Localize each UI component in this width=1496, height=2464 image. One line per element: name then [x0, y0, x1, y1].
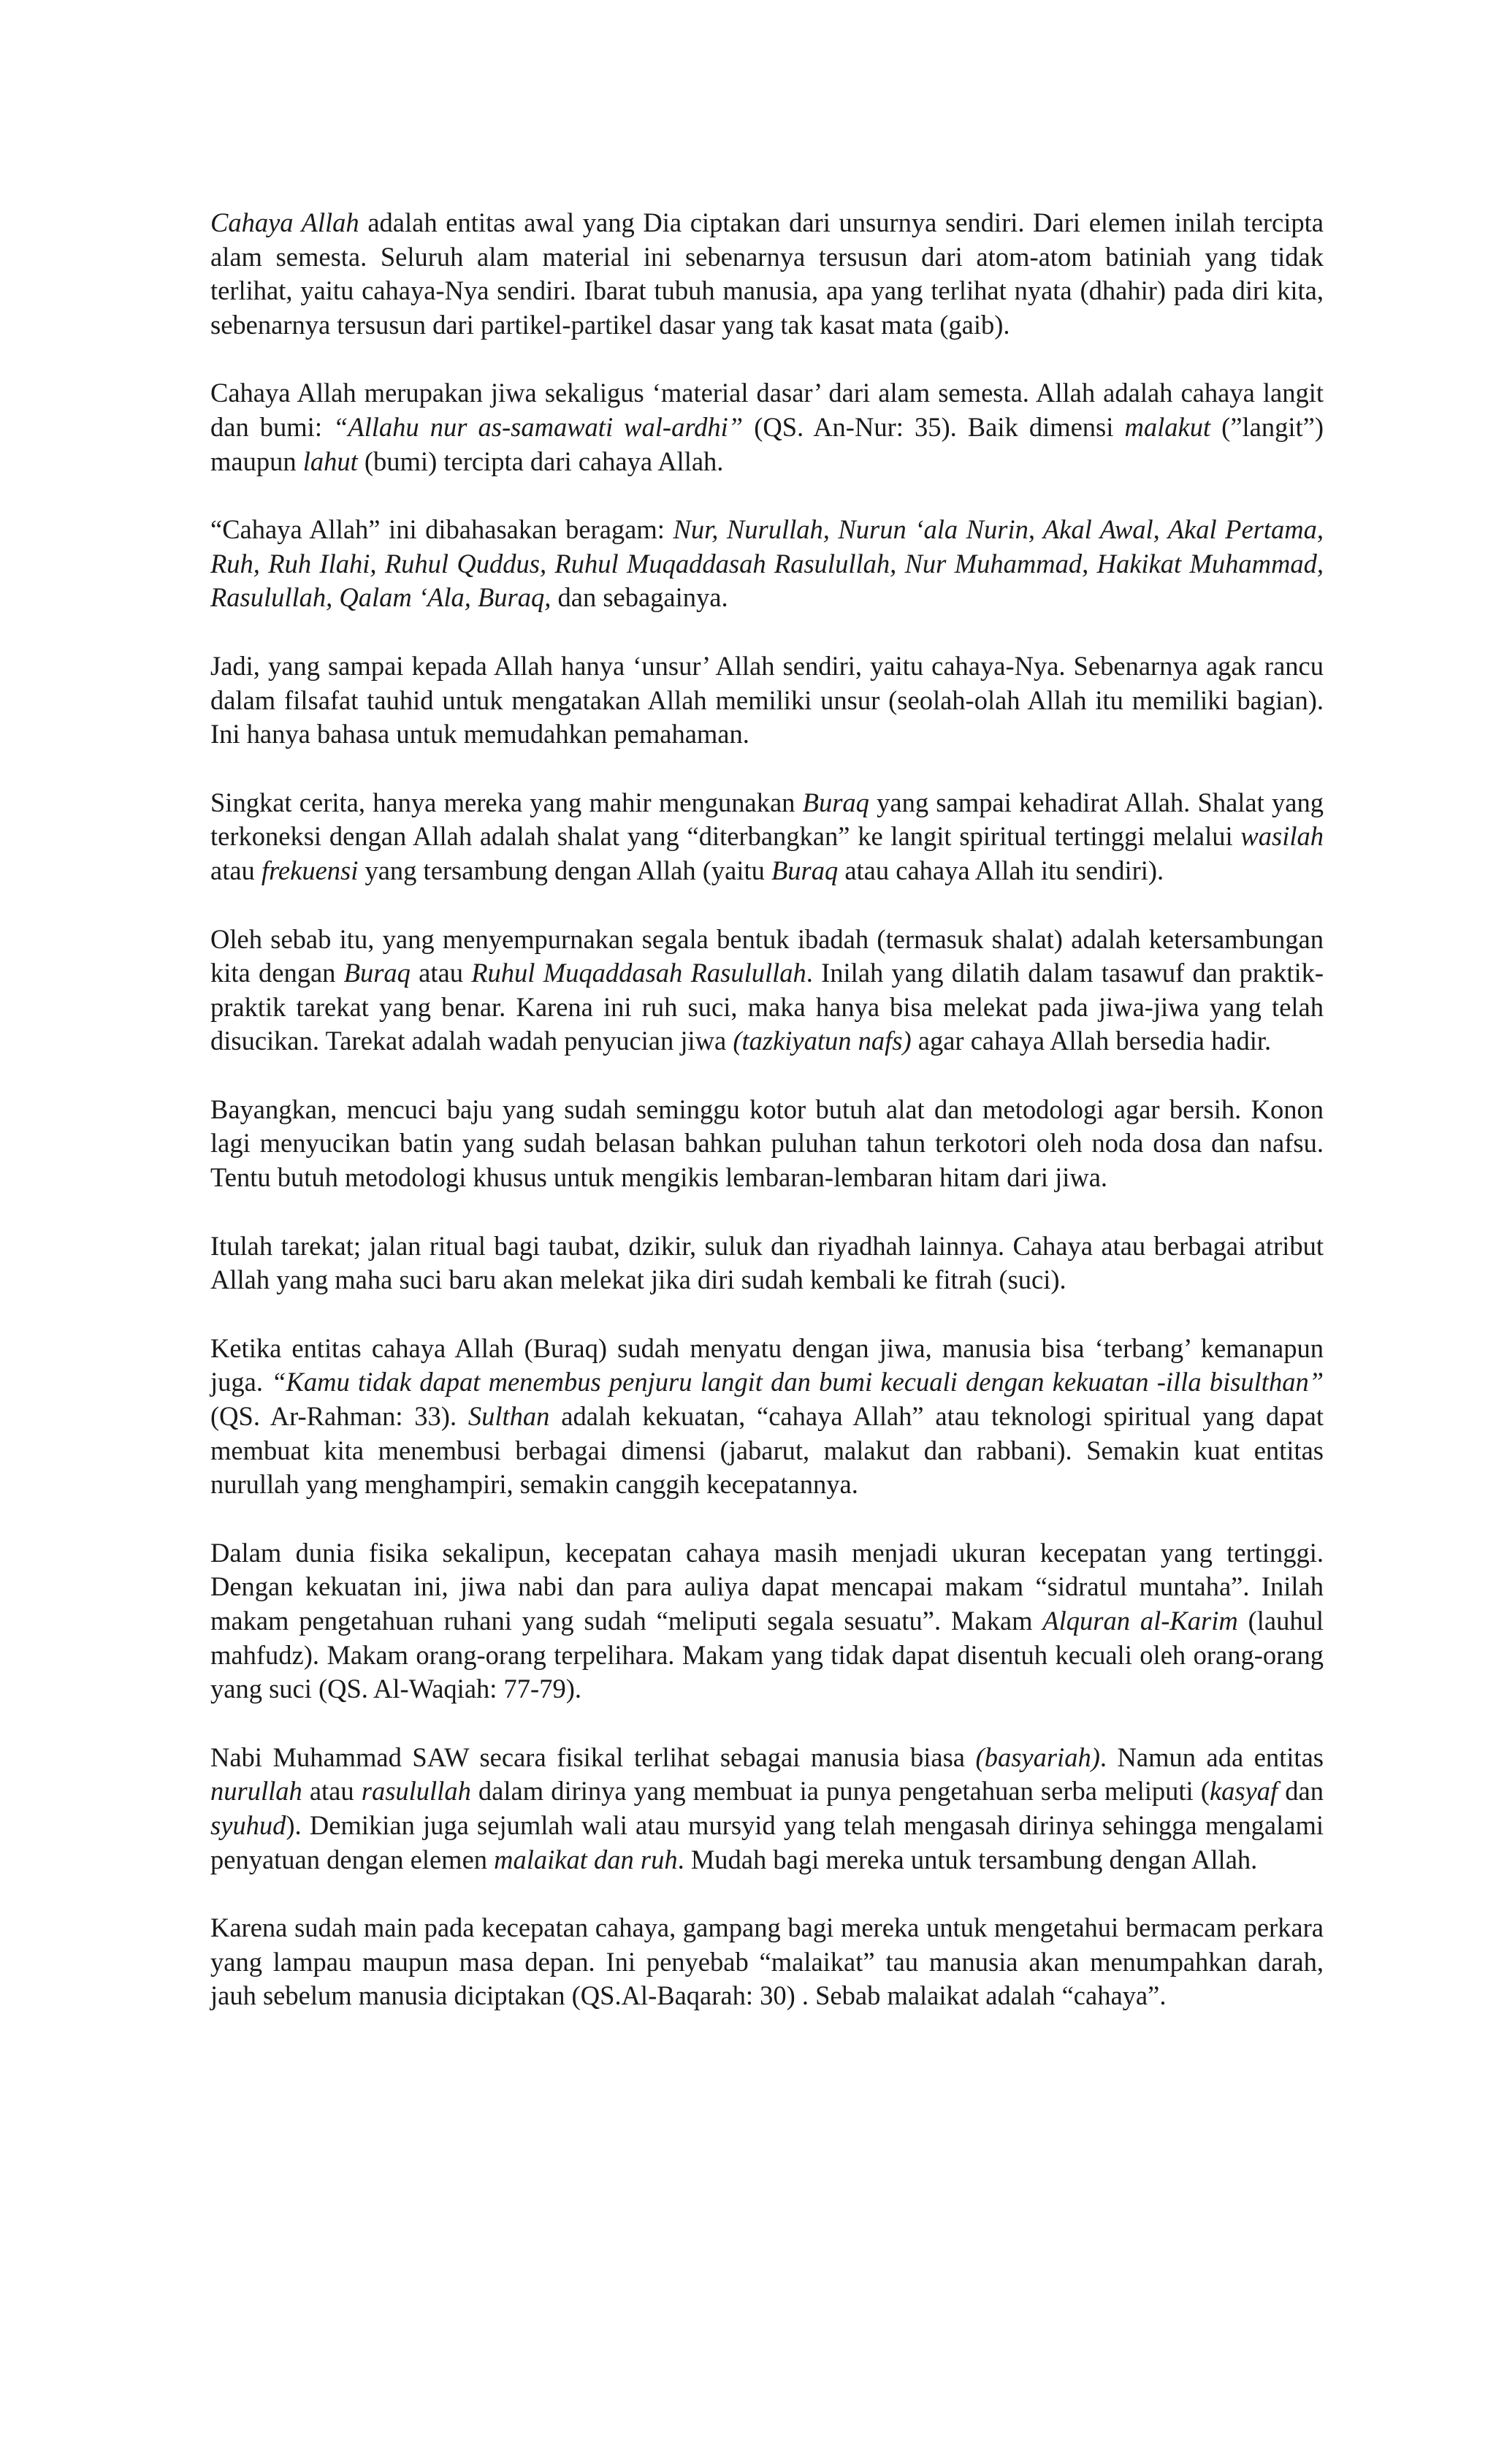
italic-text: Ruhul Muqaddasah Rasulullah: [471, 958, 806, 988]
italic-text: frekuensi: [261, 855, 359, 885]
italic-text: Alquran al-Karim: [1042, 1606, 1238, 1636]
paragraph: [210, 376, 1324, 478]
italic-text: Cahaya Allah: [210, 207, 359, 237]
italic-text: malaikat dan ruh: [494, 1844, 678, 1874]
italic-text: Nur, Nurullah, Nurun ‘ala Nurin, Akal Awal, Akal Pertama, Ruh, Ruh Ilahi, Ruhul Quddus, Ruhul Muqaddasah Rasulullah, Nur Muhammad, Hakikat Muhammad, Rasulullah, Qalam ‘Ala, Buraq,: [210, 514, 1324, 613]
paragraph: [210, 1229, 1324, 1297]
italic-text: Buraq: [802, 787, 869, 817]
text-run: Jadi, yang sampai kepada Allah hanya ‘unsur’ Allah sendiri, yaitu cahaya-Nya. Sebenarnya agak rancu dalam filsafat tauhid untuk mengatakan Allah memiliki unsur (seolah-olah Allah itu memiliki bagian). Ini hanya bahasa untuk memudahkan pemahaman.: [210, 650, 1324, 750]
text-run: yang sampai kehadirat Allah. Shalat yang terkoneksi dengan Allah adalah shalat yang “diterbangkan” ke langit spiritual tertinggi melalui: [210, 787, 1324, 852]
text-run: “Cahaya Allah” ini dibahasakan beragam:: [210, 514, 673, 545]
text-run: dan: [1278, 1776, 1324, 1807]
italic-text: Buraq: [343, 958, 411, 988]
italic-text: “Allahu nur as-samawati wal-ardhi”: [333, 411, 744, 442]
italic-text: rasulullah: [361, 1776, 471, 1807]
text-run: Nabi Muhammad SAW secara fisikal terlihat sebagai manusia biasa: [210, 1742, 976, 1772]
text-run: atau: [210, 855, 262, 885]
paragraph: [210, 1536, 1324, 1706]
text-run: Cahaya Allah merupakan jiwa sekaligus ‘material dasar’ dari alam semesta. Allah adalah cahaya langit dan bumi:: [210, 378, 1324, 442]
paragraph: [210, 786, 1324, 888]
text-run: Itulah tarekat; jalan ritual bagi taubat, dzikir, suluk dan riyadhah lainnya. Cahaya atau berbagai atribut Allah yang maha suci baru akan melekat jika diri sudah kembali ke fitrah (suci).: [210, 1230, 1324, 1295]
text-run: . Mudah bagi mereka untuk tersambung dengan Allah.: [677, 1844, 1258, 1874]
paragraph: [210, 923, 1324, 1059]
paragraph: [210, 1911, 1324, 2013]
document-body: [210, 206, 1324, 2013]
italic-text: wasilah: [1240, 821, 1324, 852]
text-run: (QS. Ar-Rahman: 33).: [210, 1401, 468, 1432]
text-run: . Namun ada entitas: [1099, 1742, 1324, 1772]
text-run: atau cahaya Allah itu sendiri).: [838, 855, 1164, 885]
text-run: Dalam dunia fisika sekalipun, kecepatan cahaya masih menjadi ukuran kecepatan yang tertinggi. Dengan kekuatan ini, jiwa nabi dan para auliya dapat mencapai makam “sidratul muntaha”. Inilah makam pengetahuan ruhani yang sudah “meliputi segala sesuatu”. Makam: [210, 1537, 1324, 1636]
paragraph: [210, 1741, 1324, 1877]
text-run: atau: [410, 958, 472, 988]
italic-text: lahut: [302, 446, 358, 476]
italic-text: kasyaf: [1209, 1776, 1278, 1807]
paragraph: [210, 649, 1324, 752]
text-run: Ketika entitas cahaya Allah (Buraq) sudah menyatu dengan jiwa, manusia bisa ‘terbang’ kemanapun juga.: [210, 1332, 1324, 1397]
text-run: atau: [302, 1776, 362, 1807]
text-run: (bumi) tercipta dari cahaya Allah.: [357, 446, 724, 476]
text-run: . Inilah yang dilatih dalam tasawuf dan praktik-praktik tarekat yang benar. Karena ini ruh suci, maka hanya bisa melekat pada jiwa-jiwa yang telah disucikan. Tarekat adalah wadah penyucian jiwa: [210, 958, 1324, 1056]
text-run: (QS. An-Nur: 35). Baik dimensi: [743, 411, 1125, 442]
italic-text: Sulthan: [468, 1401, 550, 1432]
italic-text: Buraq: [771, 855, 839, 885]
paragraph: [210, 1093, 1324, 1195]
text-run: Bayangkan, mencuci baju yang sudah seminggu kotor butuh alat dan metodologi agar bersih. Konon lagi menyucikan batin yang sudah belasan bahkan puluhan tahun terkotori oleh noda dosa dan nafsu. Tentu butuh metodologi khusus untuk mengikis lembaran-lembaran hitam dari jiwa.: [210, 1094, 1324, 1193]
italic-text: syuhud: [210, 1809, 286, 1840]
text-run: (”langit”) maupun: [210, 411, 1324, 476]
text-run: agar cahaya Allah bersedia hadir.: [911, 1026, 1272, 1056]
text-run: dan sebagainya.: [551, 582, 728, 613]
text-run: Oleh sebab itu, yang menyempurnakan segala bentuk ibadah (termasuk shalat) adalah ketersambungan kita dengan: [210, 923, 1324, 988]
italic-text: (tazkiyatun nafs): [733, 1026, 912, 1056]
text-run: adalah kekuatan, “cahaya Allah” atau teknologi spiritual yang dapat membuat kita menembusi berbagai dimensi (jabarut, malakut dan rabbani). Semakin kuat entitas nurullah yang menghampiri, semakin canggih kecepatannya.: [210, 1401, 1324, 1500]
text-run: (lauhul mahfudz). Makam orang-orang terpelihara. Makam yang tidak dapat disentuh kecuali oleh orang-orang yang suci (QS. Al-Waqiah: 77-79).: [210, 1606, 1324, 1704]
text-run: dalam dirinya yang membuat ia punya pengetahuan serba meliputi (: [470, 1776, 1210, 1807]
italic-text: “Kamu tidak dapat menembus penjuru langit dan bumi kecuali dengan kekuatan -illa bisulthan”: [271, 1367, 1324, 1397]
italic-text: malakut: [1124, 411, 1211, 442]
paragraph: [210, 206, 1324, 342]
italic-text: (basyariah): [975, 1742, 1100, 1772]
text-run: yang tersambung dengan Allah (yaitu: [358, 855, 771, 885]
text-run: Singkat cerita, hanya mereka yang mahir mengunakan: [210, 787, 803, 817]
text-run: Karena sudah main pada kecepatan cahaya, gampang bagi mereka untuk mengetahui bermacam perkara yang lampau maupun masa depan. Ini penyebab “malaikat” tau manusia akan menumpahkan darah, jauh sebelum manusia diciptakan (QS.Al-Baqarah: 30) . Sebab malaikat adalah “cahaya”.: [210, 1912, 1324, 2011]
italic-text: nurullah: [210, 1776, 302, 1807]
paragraph: [210, 513, 1324, 615]
text-run: adalah entitas awal yang Dia ciptakan dari unsurnya sendiri. Dari elemen inilah tercipta alam semesta. Seluruh alam material ini sebenarnya tersusun dari atom-atom batiniah yang tidak terlihat, yaitu cahaya-Nya sendiri. Ibarat tubuh manusia, apa yang terlihat nyata (dhahir) pada diri kita, sebenarnya tersusun dari partikel-partikel dasar yang tak kasat mata (gaib).: [210, 207, 1324, 340]
text-run: ). Demikian juga sejumlah wali atau mursyid yang telah mengasah dirinya sehingga mengalami penyatuan dengan elemen: [210, 1809, 1324, 1874]
paragraph: [210, 1332, 1324, 1502]
